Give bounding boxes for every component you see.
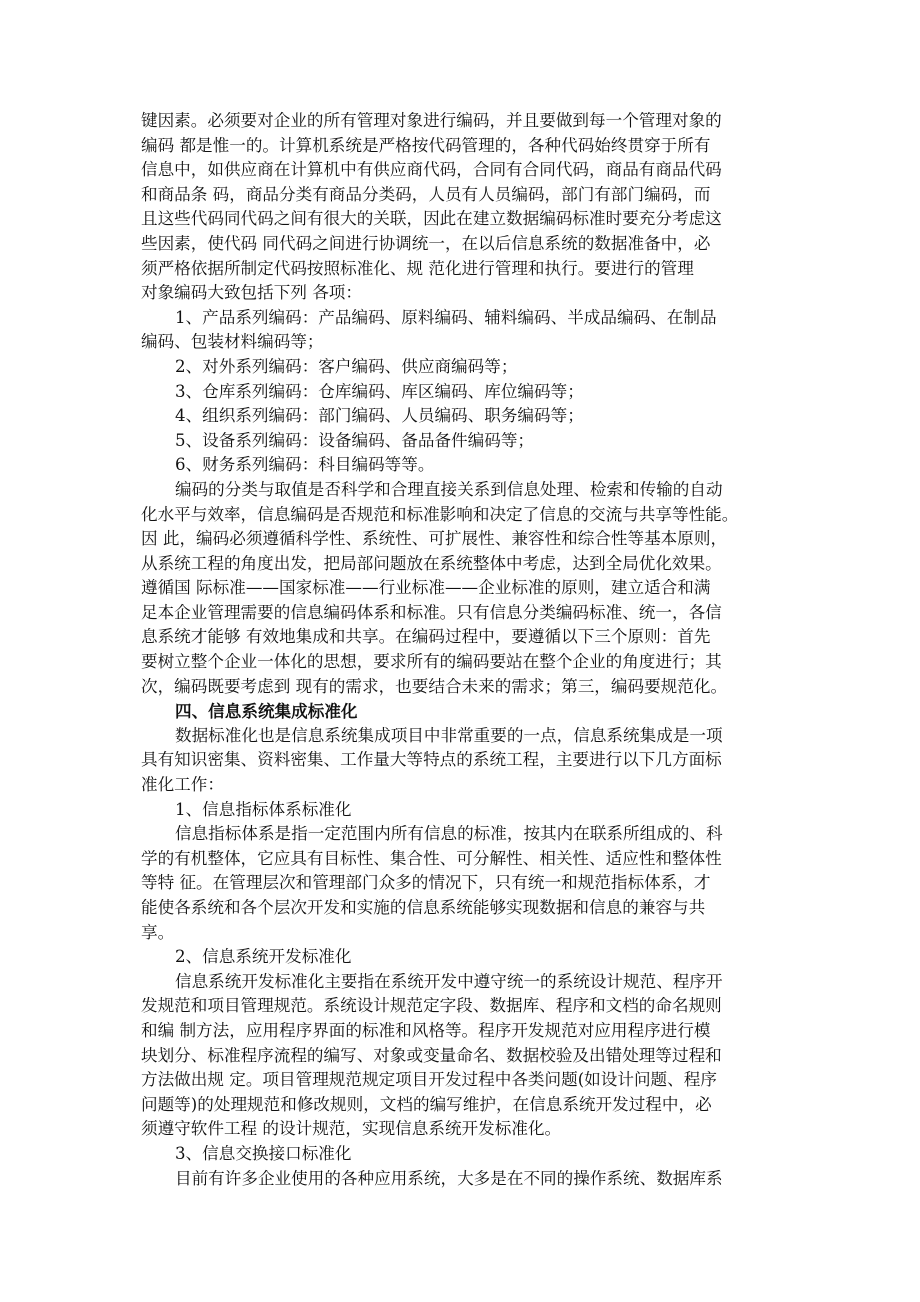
text-line: 化水平与效率，信息编码是否规范和标准影响和决定了信息的交流与共享等性能。 [141,504,739,524]
text-line: 足本企业管理需要的信息编码体系和标准。只有信息分类编码标准、统一，各信 [141,602,722,622]
text-line: 次，编码既要考虑到 现有的需求，也要结合未来的需求；第三，编码要规范化。 [141,676,728,696]
text-line: 准化工作： [141,775,224,795]
section-heading: 四、信息系统集成标准化 [175,701,358,722]
document-body [141,109,781,1191]
text-line: 2、信息系统开发标准化 [175,947,352,967]
text-line: 且这些代码同代码之间有很大的关联，因此在建立数据编码标准时要充分考虑这 [141,209,722,229]
text-line: 对象编码大致包括下列 各项： [141,283,362,303]
text-line: 编码的分类与取值是否科学和合理直接关系到信息处理、检索和传输的自动 [175,479,723,499]
text-line: 信息系统开发标准化主要指在系统开发中遵守统一的系统设计规范、程序开 [175,971,723,991]
text-line: 信息指标体系是指一定范围内所有信息的标准，按其内在联系所组成的、科 [175,824,723,844]
text-line: 3、仓库系列编码：仓库编码、库区编码、库位编码等； [175,381,584,401]
text-line: 须遵守软件工程 的设计规范，实现信息系统开发标准化。 [141,1119,562,1139]
text-line: 6、财务系列编码：科目编码等等。 [175,455,435,475]
text-line: 数据标准化也是信息系统集成项目中非常重要的一点，信息系统集成是一项 [175,725,723,745]
text-line: 学的有机整体，它应具有目标性、集合性、可分解性、相关性、适应性和整体性 [141,848,722,868]
text-line: 编码、包装材料编码等； [141,332,324,352]
text-line: 3、信息交换接口标准化 [175,1143,352,1163]
text-line: 因 此，编码必须遵循科学性、系统性、可扩展性、兼容性和综合性等基本原则， [141,529,728,549]
text-line: 发规范和项目管理规范。系统设计规范定字段、数据库、程序和文档的命名规则 [141,996,722,1016]
text-line: 1、信息指标体系标准化 [175,799,352,819]
text-line: 息系统才能够 有效地集成和共享。在编码过程中，要遵循以下三个原则：首先 [141,627,711,647]
text-line: 块划分、标准程序流程的编写、对象或变量命名、数据校验及出错处理等过程和 [141,1045,722,1065]
text-line: 和商品条 码，商品分类有商品分类码，人员有人员编码，部门有部门编码，而 [141,184,711,204]
text-line: 从系统工程的角度出发，把局部问题放在系统整体中考虑，达到全局优化效果。 [141,553,722,573]
text-line: 享。 [141,922,175,942]
text-line: 2、对外系列编码：客户编码、供应商编码等； [175,356,518,376]
text-line: 能使各系统和各个层次开发和实施的信息系统能够实现数据和信息的兼容与共 [141,898,706,917]
text-line: 要树立整个企业一体化的思想，要求所有的编码要站在整个企业的角度进行；其 [141,652,722,672]
text-line: 信息中，如供应商在计算机中有供应商代码，合同有合同代码，商品有商品代码 [141,160,722,180]
text-line: 具有知识密集、资料密集、工作量大等特点的系统工程，主要进行以下几方面标 [141,750,722,770]
text-line: 目前有许多企业使用的各种应用系统，大多是在不同的操作系统、数据库系 [175,1168,723,1188]
text-line: 4、组织系列编码：部门编码、人员编码、职务编码等； [175,406,584,426]
text-line: 5、设备系列编码：设备编码、备品备件编码等； [175,430,535,450]
text-line: 些因素，使代码 同代码之间进行协调统一，在以后信息系统的数据准备中，必 [141,233,711,253]
text-line: 方法做出规 定。项目管理规范规定项目开发过程中各类问题(如设计问题、程序 [141,1070,717,1090]
text-line: 等特 征。在管理层次和管理部门众多的情况下，只有统一和规范指标体系，才 [141,873,711,893]
text-line: 须严格依据所制定代码按照标准化、规 范化进行管理和执行。要进行的管理 [141,258,694,278]
text-line: 编码 都是惟一的。计算机系统是严格按代码管理的，各种代码始终贯穿于所有 [141,135,711,155]
text-line: 和编 制方法，应用程序界面的标准和风格等。程序开发规范对应用程序进行模 [141,1020,711,1040]
text-line: 遵循国 际标准——国家标准——行业标准——企业标准的原则，建立适合和满 [141,578,711,598]
text-line: 1、产品系列编码：产品编码、原料编码、辅料编码、半成品编码、在制品 [175,307,717,327]
text-line: 键因素。必须要对企业的所有管理对象进行编码，并且要做到每一个管理对象的 [141,111,722,130]
text-line: 问题等)的处理规范和修改规则，文档的编写维护，在信息系统开发过程中，必 [141,1094,712,1114]
